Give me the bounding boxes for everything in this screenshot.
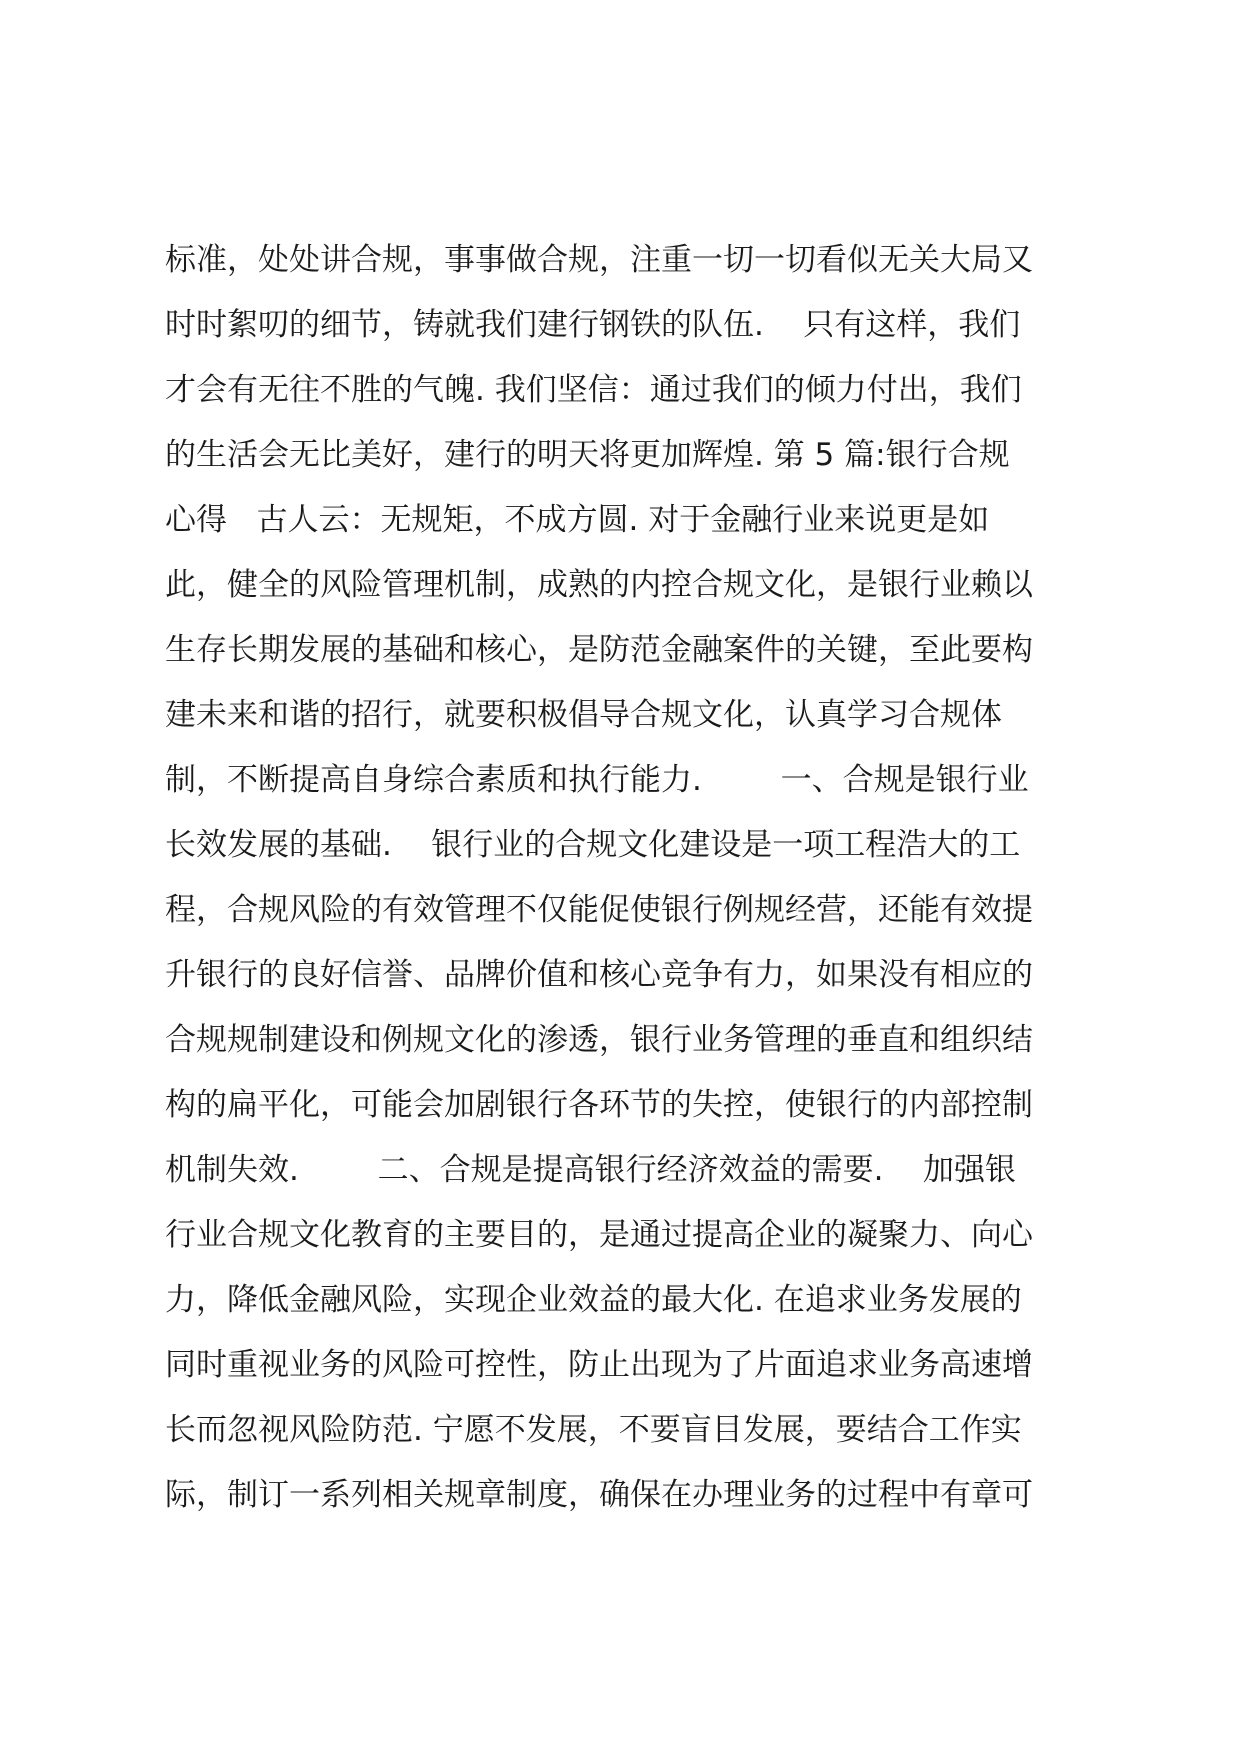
- text-line: 的生活会无比美好，建行的明天将更加辉煌. 第 5 篇:银行合规: [165, 437, 1010, 473]
- text-line: 合规规制建设和例规文化的渗透，银行业务管理的垂直和组织结: [165, 1022, 1033, 1058]
- text-line: 标准，处处讲合规，事事做合规，注重一切一切看似无关大局又: [165, 242, 1033, 278]
- text-line: 此，健全的风险管理机制，成熟的内控合规文化，是银行业赖以: [165, 567, 1033, 603]
- text-line: 力，降低金融风险，实现企业效益的最大化. 在追求业务发展的: [165, 1282, 1022, 1318]
- text-line: 建未来和谐的招行，就要积极倡导合规文化，认真学习合规体: [165, 697, 1002, 733]
- text-line: 机制失效. 二、合规是提高银行经济效益的需要. 加强银: [165, 1152, 1016, 1188]
- text-line: 际，制订一系列相关规章制度，确保在办理业务的过程中有章可: [165, 1477, 1033, 1513]
- text-line: 才会有无往不胜的气魄. 我们坚信：通过我们的倾力付出，我们: [165, 372, 1022, 408]
- text-line: 长而忽视风险防范. 宁愿不发展，不要盲目发展，要结合工作实: [165, 1412, 1022, 1448]
- text-line: 构的扁平化，可能会加剧银行各环节的失控，使银行的内部控制: [165, 1087, 1033, 1123]
- text-line: 生存长期发展的基础和核心，是防范金融案件的关键，至此要构: [165, 632, 1033, 668]
- text-line: 同时重视业务的风险可控性，防止出现为了片面追求业务高速增: [165, 1347, 1033, 1383]
- body-text: [165, 228, 1095, 1528]
- text-line: 时时絮叨的细节，铸就我们建行钢铁的队伍. 只有这样，我们: [165, 307, 1021, 343]
- text-line: 升银行的良好信誉、品牌价值和核心竞争有力，如果没有相应的: [165, 957, 1033, 993]
- text-line: 行业合规文化教育的主要目的，是通过提高企业的凝聚力、向心: [165, 1217, 1033, 1253]
- text-line: 长效发展的基础. 银行业的合规文化建设是一项工程浩大的工: [165, 827, 1021, 863]
- text-line: 程，合规风险的有效管理不仅能促使银行例规经营，还能有效提: [165, 892, 1033, 928]
- text-line: 心得 古人云：无规矩，不成方圆. 对于金融行业来说更是如: [165, 502, 990, 538]
- text-line: 制，不断提高自身综合素质和执行能力. 一、合规是银行业: [165, 762, 1029, 798]
